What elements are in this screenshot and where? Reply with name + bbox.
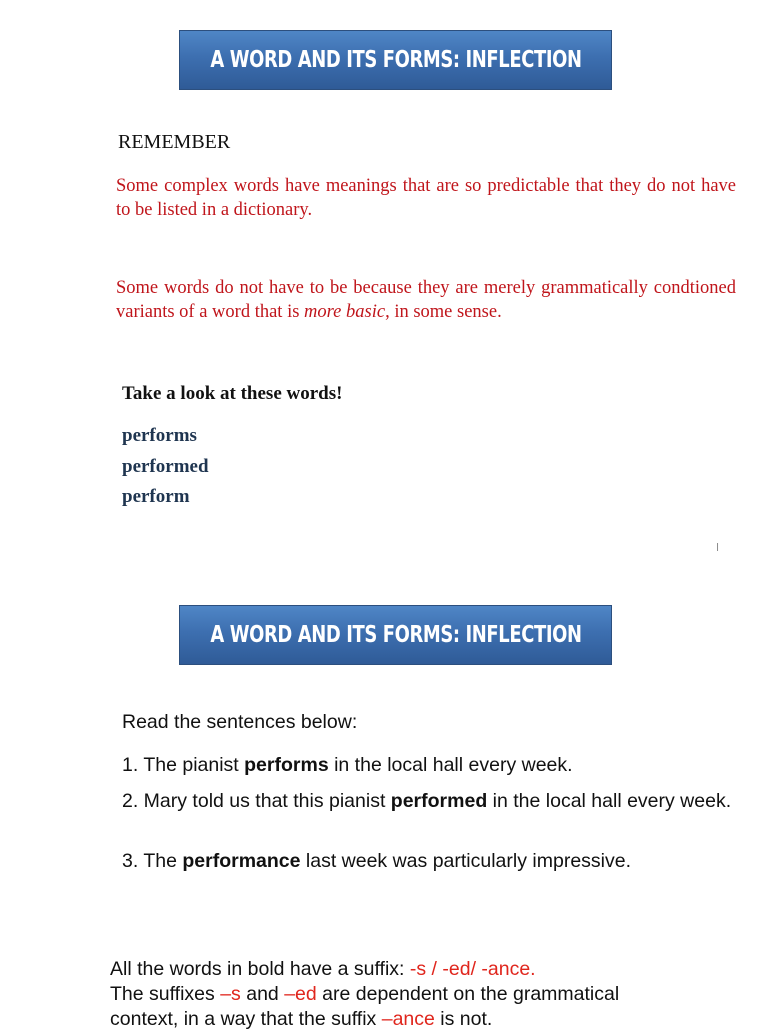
word-item: perform [122,486,190,507]
paragraph-text-end: , in some sense. [385,302,502,322]
slide-mark: l [716,541,720,554]
suffix-ance: –ance [381,1008,435,1030]
intro-text: Read the sentences below: [122,711,358,733]
suffix-list: -s / -ed/ -ance. [409,958,536,980]
explanation-line-2 [110,983,619,1006]
paragraph-variants [116,276,736,324]
slide-title-banner [179,605,612,665]
word-item: performs [122,425,197,446]
sentence-text-end: last week was particularly impressive. [300,850,632,872]
take-look-heading: Take a look at these words! [122,383,343,404]
sentence-1 [122,754,573,777]
sentence-3 [122,850,631,873]
suffix-s: –s [220,983,241,1005]
suffix-ed: –ed [284,983,317,1005]
explanation-line-3 [110,1008,492,1031]
remember-heading: REMEMBER [118,131,231,153]
sentence-text-end: in the local hall every week. [328,754,573,776]
explanation-text: is not. [434,1008,493,1030]
sentence-text-end: in the local hall every week. [487,790,732,812]
explanation-text: The suffixes [110,983,221,1005]
bold-word: performance [182,850,301,872]
slide-title: A WORD AND ITS FORMS: INFLECTION [209,47,582,73]
explanation-text: are dependent on the grammatical [316,983,620,1005]
sentence-2 [122,790,731,813]
slide-title-banner [179,30,612,90]
explanation-text: context, in a way that the suffix [110,1008,382,1030]
explanation-text: and [240,983,285,1005]
sentence-text: 2. Mary told us that this pianist [122,790,391,812]
paragraph-text: Some words do not have to be because they are merely grammatically condtioned variants of a word that is [116,278,736,322]
sentence-text: 3. The [122,850,183,872]
paragraph-predictable: Some complex words have meanings that are so predictable that they do not have to be listed in a dictionary. [116,176,736,220]
bold-word: performs [244,754,329,776]
explanation-line-1 [110,958,536,981]
slide-title: A WORD AND ITS FORMS: INFLECTION [209,622,582,648]
explanation-text: All the words in bold have a suffix: [110,958,410,980]
sentence-text: 1. The pianist [122,754,245,776]
bold-word: performed [390,790,488,812]
emphasis-text: more basic [304,302,386,322]
word-list [122,424,209,516]
word-item: performed [122,455,209,477]
